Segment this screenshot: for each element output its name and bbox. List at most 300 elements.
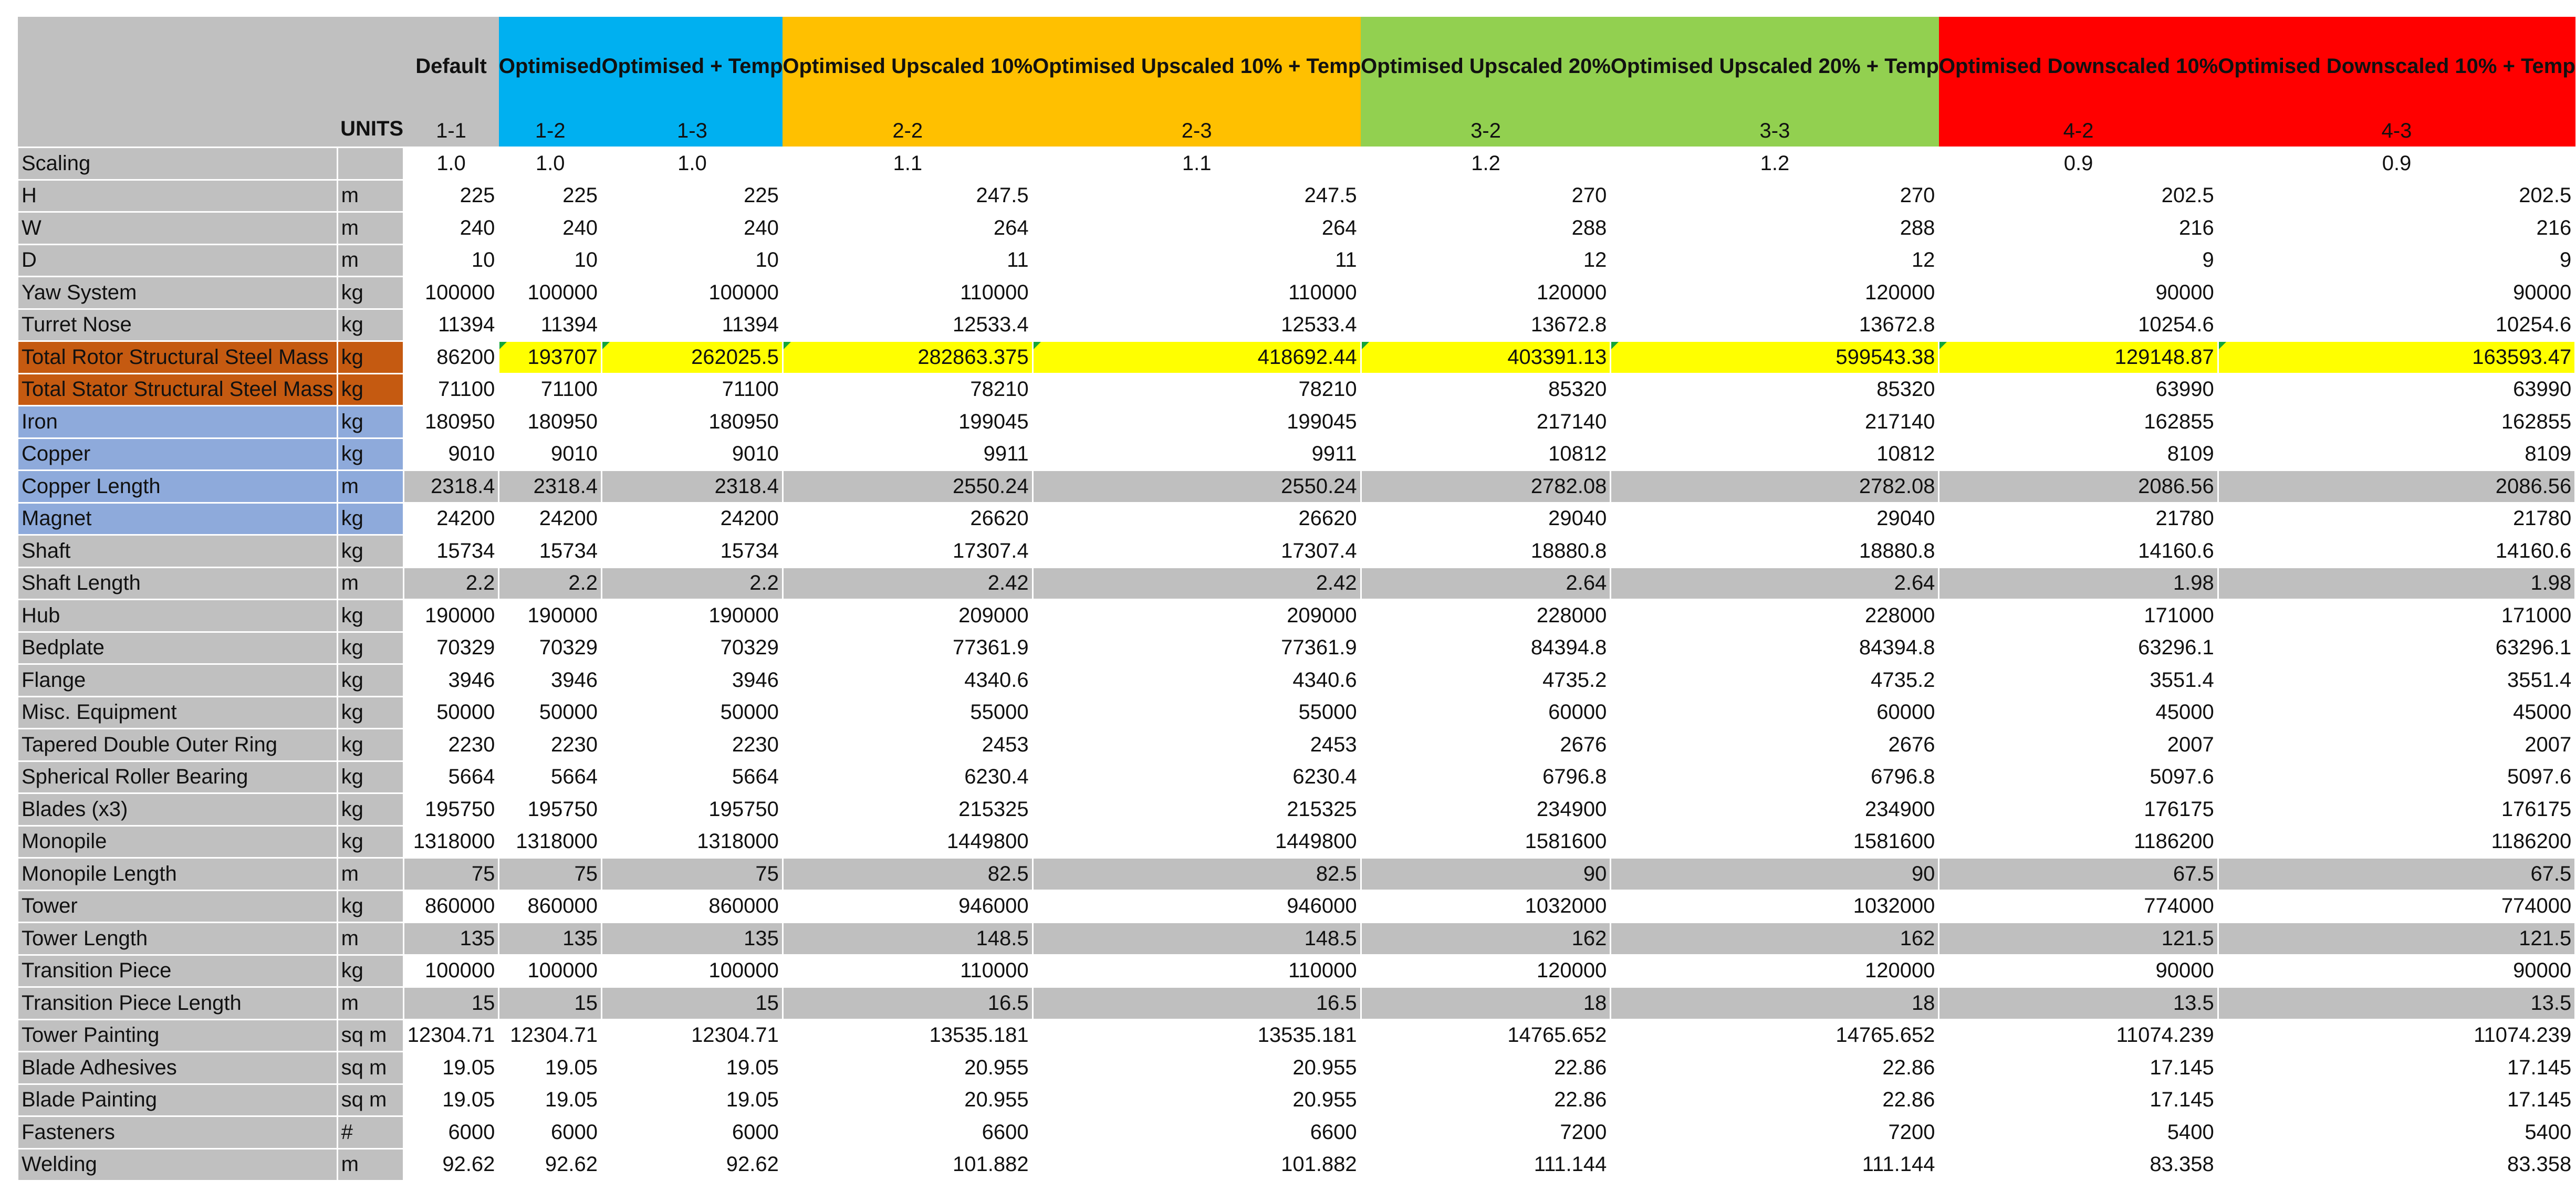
value-cell[interactable]: 26620 xyxy=(1033,503,1361,535)
value-cell[interactable]: 63296.1 xyxy=(2218,632,2575,664)
row-label[interactable]: Blade Adhesives xyxy=(18,1052,338,1084)
value-cell[interactable]: 282863.375 xyxy=(783,341,1033,374)
column-header[interactable] xyxy=(403,17,499,148)
value-cell[interactable]: 21780 xyxy=(1939,503,2218,535)
value-cell[interactable]: 8109 xyxy=(1939,438,2218,471)
value-cell[interactable]: 2.42 xyxy=(783,567,1033,600)
row-unit[interactable]: kg xyxy=(337,341,403,374)
row-unit[interactable]: kg xyxy=(337,664,403,697)
value-cell[interactable]: 13535.181 xyxy=(783,1019,1033,1052)
row-label[interactable]: Transition Piece Length xyxy=(18,987,338,1020)
value-cell[interactable]: 215325 xyxy=(1033,793,1361,826)
value-cell[interactable]: 50000 xyxy=(602,696,783,729)
value-cell[interactable]: 70329 xyxy=(499,632,602,664)
value-cell[interactable]: 2318.4 xyxy=(499,471,602,503)
row-label[interactable]: Hub xyxy=(18,600,338,632)
value-cell[interactable]: 20.955 xyxy=(1033,1052,1361,1084)
value-cell[interactable]: 17307.4 xyxy=(783,535,1033,568)
value-cell[interactable]: 100000 xyxy=(499,277,602,309)
row-label[interactable]: Transition Piece xyxy=(18,955,338,987)
value-cell[interactable]: 67.5 xyxy=(2218,858,2575,891)
value-cell[interactable]: 20.955 xyxy=(783,1052,1033,1084)
value-cell[interactable]: 264 xyxy=(1033,212,1361,245)
value-cell[interactable]: 234900 xyxy=(1361,793,1611,826)
value-cell[interactable]: 60000 xyxy=(1361,696,1611,729)
value-cell[interactable]: 45000 xyxy=(2218,696,2575,729)
value-cell[interactable]: 176175 xyxy=(2218,793,2575,826)
value-cell[interactable]: 199045 xyxy=(783,406,1033,438)
value-cell[interactable]: 86200 xyxy=(403,341,499,374)
row-label[interactable]: Copper Length xyxy=(18,471,338,503)
value-cell[interactable]: 1318000 xyxy=(403,826,499,858)
value-cell[interactable]: 10 xyxy=(602,244,783,277)
value-cell[interactable]: 15734 xyxy=(403,535,499,568)
value-cell[interactable]: 20.955 xyxy=(1033,1084,1361,1116)
row-unit[interactable]: kg xyxy=(337,826,403,858)
value-cell[interactable]: 63990 xyxy=(1939,373,2218,406)
value-cell[interactable]: 100000 xyxy=(602,277,783,309)
column-header[interactable] xyxy=(499,17,602,148)
value-cell[interactable]: 234900 xyxy=(1611,793,1939,826)
value-cell[interactable]: 2230 xyxy=(499,729,602,761)
value-cell[interactable]: 78210 xyxy=(783,373,1033,406)
value-cell[interactable]: 19.05 xyxy=(403,1052,499,1084)
value-cell[interactable]: 9010 xyxy=(499,438,602,471)
value-cell[interactable]: 1.98 xyxy=(1939,567,2218,600)
row-unit[interactable]: kg xyxy=(337,277,403,309)
row-unit[interactable]: kg xyxy=(337,793,403,826)
value-cell[interactable]: 5400 xyxy=(1939,1116,2218,1149)
value-cell[interactable]: 11394 xyxy=(403,309,499,341)
value-cell[interactable]: 120000 xyxy=(1611,955,1939,987)
value-cell[interactable]: 180950 xyxy=(403,406,499,438)
value-cell[interactable]: 1.98 xyxy=(2218,567,2575,600)
row-label[interactable]: H xyxy=(18,180,338,212)
value-cell[interactable]: 9911 xyxy=(783,438,1033,471)
value-cell[interactable]: 163593.47 xyxy=(2218,341,2575,374)
value-cell[interactable]: 83.358 xyxy=(1939,1148,2218,1181)
value-cell[interactable]: 11074.239 xyxy=(1939,1019,2218,1052)
value-cell[interactable]: 2.64 xyxy=(1611,567,1939,600)
value-cell[interactable]: 162 xyxy=(1361,923,1611,955)
value-cell[interactable]: 24200 xyxy=(403,503,499,535)
row-label[interactable]: D xyxy=(18,244,338,277)
row-unit[interactable]: kg xyxy=(337,890,403,923)
value-cell[interactable]: 110000 xyxy=(783,277,1033,309)
row-label[interactable]: Total Rotor Structural Steel Mass xyxy=(18,341,338,374)
value-cell[interactable]: 111.144 xyxy=(1611,1148,1939,1181)
value-cell[interactable]: 190000 xyxy=(602,600,783,632)
value-cell[interactable]: 135 xyxy=(602,923,783,955)
value-cell[interactable]: 120000 xyxy=(1361,277,1611,309)
value-cell[interactable]: 111.144 xyxy=(1361,1148,1611,1181)
value-cell[interactable]: 162855 xyxy=(2218,406,2575,438)
row-label[interactable]: W xyxy=(18,212,338,245)
value-cell[interactable]: 599543.38 xyxy=(1611,341,1939,374)
value-cell[interactable]: 209000 xyxy=(1033,600,1361,632)
value-cell[interactable]: 14765.652 xyxy=(1611,1019,1939,1052)
value-cell[interactable]: 2550.24 xyxy=(783,471,1033,503)
value-cell[interactable]: 1.0 xyxy=(499,148,602,180)
column-header[interactable] xyxy=(783,17,1033,148)
value-cell[interactable]: 9 xyxy=(2218,244,2575,277)
value-cell[interactable]: 14160.6 xyxy=(2218,535,2575,568)
value-cell[interactable]: 67.5 xyxy=(1939,858,2218,891)
value-cell[interactable]: 2.2 xyxy=(499,567,602,600)
value-cell[interactable]: 6796.8 xyxy=(1611,761,1939,793)
value-cell[interactable]: 82.5 xyxy=(1033,858,1361,891)
row-unit[interactable]: kg xyxy=(337,438,403,471)
value-cell[interactable]: 14765.652 xyxy=(1361,1019,1611,1052)
value-cell[interactable]: 418692.44 xyxy=(1033,341,1361,374)
row-label[interactable]: Spherical Roller Bearing xyxy=(18,761,338,793)
row-unit[interactable]: sq m xyxy=(337,1019,403,1052)
value-cell[interactable]: 110000 xyxy=(783,955,1033,987)
value-cell[interactable]: 247.5 xyxy=(1033,180,1361,212)
value-cell[interactable]: 10 xyxy=(403,244,499,277)
value-cell[interactable]: 2318.4 xyxy=(602,471,783,503)
value-cell[interactable]: 90000 xyxy=(1939,277,2218,309)
value-cell[interactable]: 71100 xyxy=(602,373,783,406)
value-cell[interactable]: 71100 xyxy=(403,373,499,406)
value-cell[interactable]: 215325 xyxy=(783,793,1033,826)
value-cell[interactable]: 860000 xyxy=(602,890,783,923)
value-cell[interactable]: 11394 xyxy=(499,309,602,341)
value-cell[interactable]: 13.5 xyxy=(2218,987,2575,1020)
row-unit[interactable]: kg xyxy=(337,761,403,793)
value-cell[interactable]: 12304.71 xyxy=(602,1019,783,1052)
value-cell[interactable]: 162855 xyxy=(1939,406,2218,438)
value-cell[interactable]: 860000 xyxy=(499,890,602,923)
value-cell[interactable]: 2550.24 xyxy=(1033,471,1361,503)
value-cell[interactable]: 2.2 xyxy=(602,567,783,600)
value-cell[interactable]: 16.5 xyxy=(783,987,1033,1020)
value-cell[interactable]: 5664 xyxy=(499,761,602,793)
value-cell[interactable]: 121.5 xyxy=(1939,923,2218,955)
value-cell[interactable]: 262025.5 xyxy=(602,341,783,374)
value-cell[interactable]: 22.86 xyxy=(1361,1052,1611,1084)
row-label[interactable]: Tower Length xyxy=(18,923,338,955)
value-cell[interactable]: 860000 xyxy=(403,890,499,923)
value-cell[interactable]: 17.145 xyxy=(1939,1052,2218,1084)
value-cell[interactable]: 6000 xyxy=(403,1116,499,1149)
value-cell[interactable]: 90000 xyxy=(1939,955,2218,987)
value-cell[interactable]: 247.5 xyxy=(783,180,1033,212)
value-cell[interactable]: 92.62 xyxy=(499,1148,602,1181)
row-unit[interactable]: kg xyxy=(337,373,403,406)
value-cell[interactable]: 190000 xyxy=(403,600,499,632)
row-unit[interactable]: m xyxy=(337,471,403,503)
row-label[interactable]: Total Stator Structural Steel Mass xyxy=(18,373,338,406)
value-cell[interactable]: 2453 xyxy=(1033,729,1361,761)
value-cell[interactable]: 101.882 xyxy=(1033,1148,1361,1181)
value-cell[interactable]: 11074.239 xyxy=(2218,1019,2575,1052)
row-unit[interactable]: kg xyxy=(337,406,403,438)
row-label[interactable]: Fasteners xyxy=(18,1116,338,1149)
row-unit[interactable]: kg xyxy=(337,309,403,341)
value-cell[interactable]: 195750 xyxy=(602,793,783,826)
value-cell[interactable]: 12304.71 xyxy=(499,1019,602,1052)
value-cell[interactable]: 90 xyxy=(1611,858,1939,891)
row-unit[interactable]: # xyxy=(337,1116,403,1149)
value-cell[interactable]: 77361.9 xyxy=(1033,632,1361,664)
value-cell[interactable]: 11394 xyxy=(602,309,783,341)
value-cell[interactable]: 19.05 xyxy=(499,1052,602,1084)
row-label[interactable]: Welding xyxy=(18,1148,338,1181)
value-cell[interactable]: 1.2 xyxy=(1361,148,1611,180)
value-cell[interactable]: 0.9 xyxy=(2218,148,2575,180)
value-cell[interactable]: 217140 xyxy=(1611,406,1939,438)
row-unit[interactable]: sq m xyxy=(337,1052,403,1084)
value-cell[interactable]: 270 xyxy=(1611,180,1939,212)
value-cell[interactable]: 10254.6 xyxy=(1939,309,2218,341)
column-header[interactable] xyxy=(2218,17,2575,148)
value-cell[interactable]: 2007 xyxy=(2218,729,2575,761)
row-unit[interactable]: m xyxy=(337,567,403,600)
value-cell[interactable]: 288 xyxy=(1611,212,1939,245)
value-cell[interactable]: 50000 xyxy=(403,696,499,729)
value-cell[interactable]: 9010 xyxy=(602,438,783,471)
row-label[interactable]: Monopile Length xyxy=(18,858,338,891)
value-cell[interactable]: 2086.56 xyxy=(2218,471,2575,503)
value-cell[interactable]: 195750 xyxy=(499,793,602,826)
value-cell[interactable]: 6000 xyxy=(499,1116,602,1149)
value-cell[interactable]: 18880.8 xyxy=(1611,535,1939,568)
value-cell[interactable]: 7200 xyxy=(1361,1116,1611,1149)
value-cell[interactable]: 13.5 xyxy=(1939,987,2218,1020)
value-cell[interactable]: 17.145 xyxy=(1939,1084,2218,1116)
value-cell[interactable]: 129148.87 xyxy=(1939,341,2218,374)
value-cell[interactable]: 240 xyxy=(499,212,602,245)
value-cell[interactable]: 14160.6 xyxy=(1939,535,2218,568)
value-cell[interactable]: 83.358 xyxy=(2218,1148,2575,1181)
value-cell[interactable]: 228000 xyxy=(1361,600,1611,632)
value-cell[interactable]: 12533.4 xyxy=(783,309,1033,341)
value-cell[interactable]: 1.2 xyxy=(1611,148,1939,180)
value-cell[interactable]: 12 xyxy=(1611,244,1939,277)
value-cell[interactable]: 1032000 xyxy=(1611,890,1939,923)
value-cell[interactable]: 225 xyxy=(403,180,499,212)
row-label[interactable]: Scaling xyxy=(18,148,338,180)
value-cell[interactable]: 2230 xyxy=(403,729,499,761)
row-label[interactable]: Shaft Length xyxy=(18,567,338,600)
row-unit[interactable]: m xyxy=(337,212,403,245)
value-cell[interactable]: 21780 xyxy=(2218,503,2575,535)
value-cell[interactable]: 5664 xyxy=(403,761,499,793)
row-label[interactable]: Iron xyxy=(18,406,338,438)
value-cell[interactable]: 60000 xyxy=(1611,696,1939,729)
value-cell[interactable]: 4735.2 xyxy=(1361,664,1611,697)
value-cell[interactable]: 2230 xyxy=(602,729,783,761)
value-cell[interactable]: 50000 xyxy=(499,696,602,729)
value-cell[interactable]: 10254.6 xyxy=(2218,309,2575,341)
value-cell[interactable]: 202.5 xyxy=(1939,180,2218,212)
value-cell[interactable]: 4735.2 xyxy=(1611,664,1939,697)
value-cell[interactable]: 100000 xyxy=(602,955,783,987)
value-cell[interactable]: 5664 xyxy=(602,761,783,793)
value-cell[interactable]: 774000 xyxy=(1939,890,2218,923)
value-cell[interactable]: 1.0 xyxy=(403,148,499,180)
row-unit[interactable]: kg xyxy=(337,503,403,535)
value-cell[interactable]: 15734 xyxy=(602,535,783,568)
value-cell[interactable]: 1581600 xyxy=(1611,826,1939,858)
value-cell[interactable]: 209000 xyxy=(783,600,1033,632)
value-cell[interactable]: 18880.8 xyxy=(1361,535,1611,568)
value-cell[interactable]: 946000 xyxy=(783,890,1033,923)
value-cell[interactable]: 2318.4 xyxy=(403,471,499,503)
value-cell[interactable]: 2.64 xyxy=(1361,567,1611,600)
row-label[interactable]: Shaft xyxy=(18,535,338,568)
value-cell[interactable]: 101.882 xyxy=(783,1148,1033,1181)
value-cell[interactable]: 17.145 xyxy=(2218,1052,2575,1084)
value-cell[interactable]: 403391.13 xyxy=(1361,341,1611,374)
row-unit[interactable]: kg xyxy=(337,535,403,568)
value-cell[interactable]: 17.145 xyxy=(2218,1084,2575,1116)
row-unit[interactable]: m xyxy=(337,180,403,212)
value-cell[interactable]: 12304.71 xyxy=(403,1019,499,1052)
row-label[interactable]: Tower Painting xyxy=(18,1019,338,1052)
value-cell[interactable]: 84394.8 xyxy=(1361,632,1611,664)
row-label[interactable]: Blade Painting xyxy=(18,1084,338,1116)
value-cell[interactable]: 3551.4 xyxy=(2218,664,2575,697)
value-cell[interactable]: 55000 xyxy=(783,696,1033,729)
value-cell[interactable]: 11 xyxy=(783,244,1033,277)
value-cell[interactable]: 228000 xyxy=(1611,600,1939,632)
value-cell[interactable]: 171000 xyxy=(1939,600,2218,632)
value-cell[interactable]: 100000 xyxy=(403,277,499,309)
value-cell[interactable]: 202.5 xyxy=(2218,180,2575,212)
row-unit[interactable]: m xyxy=(337,244,403,277)
column-header[interactable] xyxy=(1361,17,1611,148)
value-cell[interactable]: 1.1 xyxy=(783,148,1033,180)
value-cell[interactable]: 288 xyxy=(1361,212,1611,245)
value-cell[interactable]: 774000 xyxy=(2218,890,2575,923)
value-cell[interactable]: 18 xyxy=(1361,987,1611,1020)
value-cell[interactable]: 22.86 xyxy=(1611,1052,1939,1084)
value-cell[interactable]: 19.05 xyxy=(499,1084,602,1116)
value-cell[interactable]: 75 xyxy=(403,858,499,891)
value-cell[interactable]: 90 xyxy=(1361,858,1611,891)
value-cell[interactable]: 171000 xyxy=(2218,600,2575,632)
column-header[interactable] xyxy=(602,17,783,148)
value-cell[interactable]: 78210 xyxy=(1033,373,1361,406)
value-cell[interactable]: 82.5 xyxy=(783,858,1033,891)
value-cell[interactable]: 10812 xyxy=(1361,438,1611,471)
value-cell[interactable]: 162 xyxy=(1611,923,1939,955)
row-label[interactable]: Tapered Double Outer Ring xyxy=(18,729,338,761)
value-cell[interactable]: 148.5 xyxy=(783,923,1033,955)
row-label[interactable]: Blades (x3) xyxy=(18,793,338,826)
row-label[interactable]: Misc. Equipment xyxy=(18,696,338,729)
value-cell[interactable]: 16.5 xyxy=(1033,987,1361,1020)
value-cell[interactable]: 6600 xyxy=(1033,1116,1361,1149)
value-cell[interactable]: 92.62 xyxy=(602,1148,783,1181)
value-cell[interactable]: 3551.4 xyxy=(1939,664,2218,697)
value-cell[interactable]: 110000 xyxy=(1033,277,1361,309)
value-cell[interactable]: 240 xyxy=(403,212,499,245)
value-cell[interactable]: 9010 xyxy=(403,438,499,471)
row-unit[interactable]: kg xyxy=(337,600,403,632)
value-cell[interactable]: 11 xyxy=(1033,244,1361,277)
value-cell[interactable]: 3946 xyxy=(602,664,783,697)
value-cell[interactable]: 100000 xyxy=(403,955,499,987)
value-cell[interactable]: 90000 xyxy=(2218,277,2575,309)
value-cell[interactable]: 19.05 xyxy=(602,1084,783,1116)
value-cell[interactable]: 2782.08 xyxy=(1361,471,1611,503)
value-cell[interactable]: 6000 xyxy=(602,1116,783,1149)
value-cell[interactable]: 12533.4 xyxy=(1033,309,1361,341)
value-cell[interactable]: 1032000 xyxy=(1361,890,1611,923)
value-cell[interactable]: 120000 xyxy=(1611,277,1939,309)
value-cell[interactable]: 20.955 xyxy=(783,1084,1033,1116)
value-cell[interactable]: 92.62 xyxy=(403,1148,499,1181)
value-cell[interactable]: 195750 xyxy=(403,793,499,826)
value-cell[interactable]: 180950 xyxy=(499,406,602,438)
value-cell[interactable]: 70329 xyxy=(602,632,783,664)
value-cell[interactable]: 18 xyxy=(1611,987,1939,1020)
value-cell[interactable]: 2782.08 xyxy=(1611,471,1939,503)
value-cell[interactable]: 1318000 xyxy=(499,826,602,858)
value-cell[interactable]: 10812 xyxy=(1611,438,1939,471)
value-cell[interactable]: 6600 xyxy=(783,1116,1033,1149)
value-cell[interactable]: 15 xyxy=(602,987,783,1020)
value-cell[interactable]: 1.1 xyxy=(1033,148,1361,180)
value-cell[interactable]: 9911 xyxy=(1033,438,1361,471)
row-unit[interactable]: kg xyxy=(337,729,403,761)
row-label[interactable]: Flange xyxy=(18,664,338,697)
value-cell[interactable]: 7200 xyxy=(1611,1116,1939,1149)
value-cell[interactable]: 55000 xyxy=(1033,696,1361,729)
value-cell[interactable]: 946000 xyxy=(1033,890,1361,923)
row-unit[interactable]: kg xyxy=(337,632,403,664)
value-cell[interactable]: 63990 xyxy=(2218,373,2575,406)
value-cell[interactable]: 24200 xyxy=(499,503,602,535)
value-cell[interactable]: 17307.4 xyxy=(1033,535,1361,568)
column-header[interactable] xyxy=(1033,17,1361,148)
value-cell[interactable]: 19.05 xyxy=(403,1084,499,1116)
value-cell[interactable]: 22.86 xyxy=(1611,1084,1939,1116)
row-unit[interactable]: sq m xyxy=(337,1084,403,1116)
value-cell[interactable]: 13672.8 xyxy=(1611,309,1939,341)
value-cell[interactable]: 193707 xyxy=(499,341,602,374)
value-cell[interactable]: 2007 xyxy=(1939,729,2218,761)
value-cell[interactable]: 5400 xyxy=(2218,1116,2575,1149)
row-unit[interactable]: kg xyxy=(337,696,403,729)
column-header[interactable] xyxy=(1939,17,2218,148)
value-cell[interactable]: 13672.8 xyxy=(1361,309,1611,341)
value-cell[interactable]: 84394.8 xyxy=(1611,632,1939,664)
row-unit[interactable]: m xyxy=(337,1148,403,1181)
value-cell[interactable]: 15 xyxy=(403,987,499,1020)
value-cell[interactable]: 199045 xyxy=(1033,406,1361,438)
row-unit[interactable]: m xyxy=(337,858,403,891)
value-cell[interactable]: 70329 xyxy=(403,632,499,664)
value-cell[interactable]: 1186200 xyxy=(1939,826,2218,858)
value-cell[interactable]: 85320 xyxy=(1361,373,1611,406)
value-cell[interactable]: 22.86 xyxy=(1361,1084,1611,1116)
value-cell[interactable]: 15 xyxy=(499,987,602,1020)
value-cell[interactable]: 216 xyxy=(1939,212,2218,245)
value-cell[interactable]: 216 xyxy=(2218,212,2575,245)
row-unit[interactable]: m xyxy=(337,923,403,955)
row-unit[interactable] xyxy=(337,148,403,180)
value-cell[interactable]: 3946 xyxy=(403,664,499,697)
value-cell[interactable]: 4340.6 xyxy=(1033,664,1361,697)
row-unit[interactable]: m xyxy=(337,987,403,1020)
value-cell[interactable]: 75 xyxy=(602,858,783,891)
value-cell[interactable]: 190000 xyxy=(499,600,602,632)
row-label[interactable]: Copper xyxy=(18,438,338,471)
